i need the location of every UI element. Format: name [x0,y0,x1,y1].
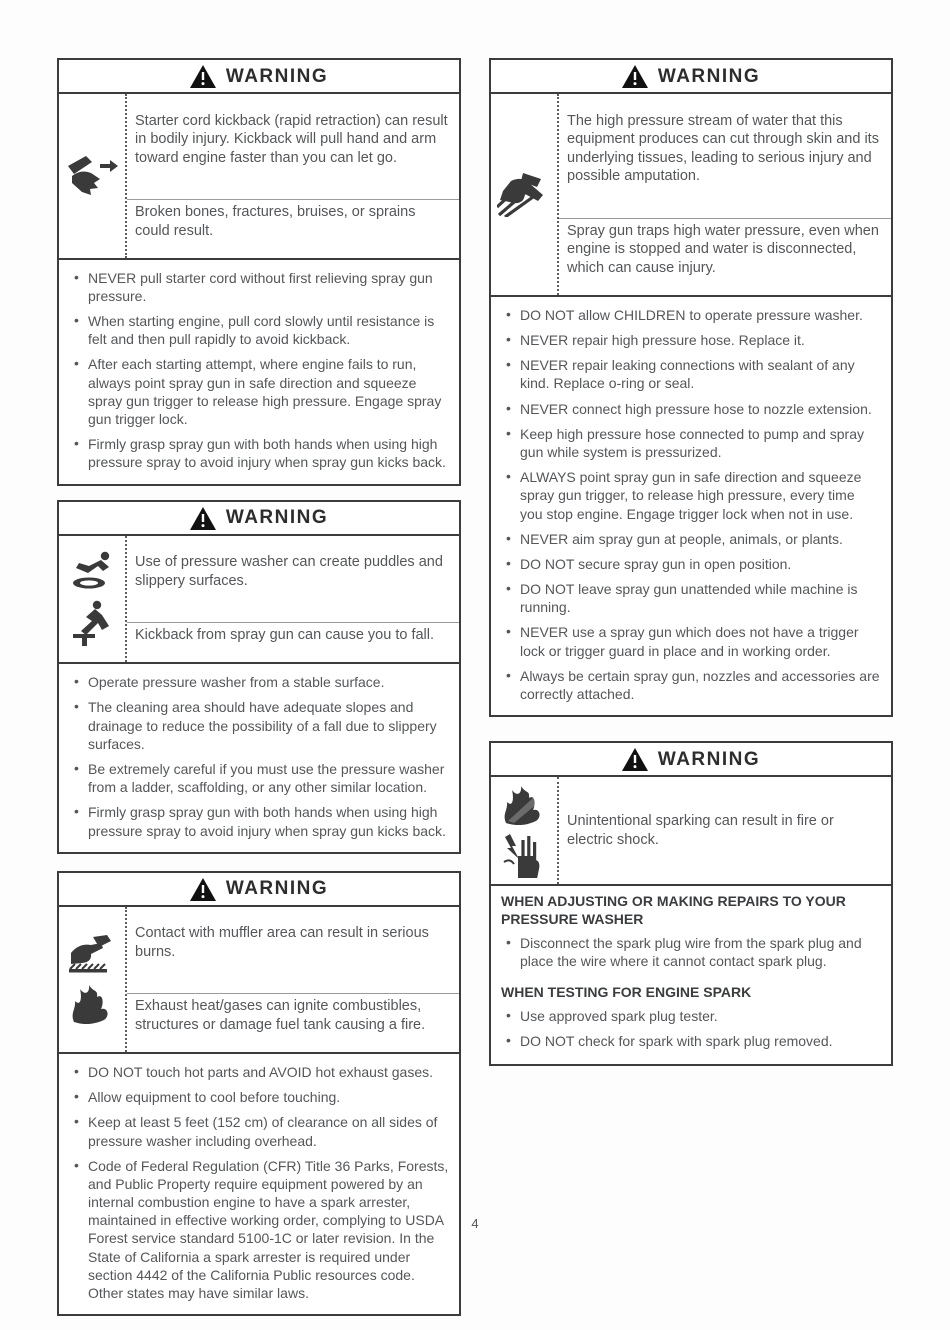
hazard-statement: Use of pressure washer can create puddles and slippery surfaces. [135,554,443,589]
bullet-item: • Allow equipment to cool before touching. [71,1088,449,1106]
bullet-item: • The cleaning area should have adequate slopes and drainage to reduce the possibility of a fall due to slippery surfaces. [71,698,449,753]
repairs-section [491,886,891,976]
hazard-text-cell [559,94,891,295]
hazard-statement: Broken bones, fractures, bruises, or sprains could result. [127,199,459,243]
bullet-item: • After each starting attempt, where engine fails to run, always point spray gun in safe direction and squeeze spray gun trigger to release high pressure. Engage spray gun trigger lock. [71,355,449,428]
bullet-item: • NEVER repair high pressure hose. Replace it. [503,331,881,349]
hazard-text-cell [127,907,459,1052]
bullet-list [491,297,891,715]
water-jet-cutting-hand-icon [497,171,551,217]
bullet-list [491,930,891,976]
hazard-panel [491,94,891,297]
hand-on-hot-surface-icon [67,935,117,975]
slip-on-puddle-icon [69,551,115,593]
bullet-item: • DO NOT leave spray gun unattended while machine is running. [503,580,881,616]
warning-triangle-icon [622,65,648,88]
warning-header [491,743,891,777]
electric-shock-hand-icon [502,832,546,878]
bullet-item: • Be extremely careful if you must use the pressure washer from a ladder, scaffolding, or any other similar location. [71,760,449,796]
bullet-list [59,1054,459,1314]
bullet-item: • Use approved spark plug tester. [503,1007,881,1025]
warning-title: WARNING [225,65,329,87]
bullet-item: • NEVER use a spray gun which does not have a trigger lock or trigger guard in place and in working order. [503,623,881,659]
bullet-item: • Disconnect the spark plug wire from the spark plug and place the wire where it cannot contact spark plug. [503,934,881,970]
hazard-statement: The high pressure stream of water that this equipment produces can cut through skin and its underlying tissues, leading to serious injury and possible amputation. [567,112,879,185]
engine-spark-section [491,977,891,1065]
warning-box-sparking [489,741,893,1066]
warning-triangle-icon [190,878,216,901]
warning-header [491,60,891,94]
warning-triangle-icon [190,507,216,530]
warning-title: WARNING [657,748,761,770]
right-column [489,58,893,1090]
bullet-item: • Operate pressure washer from a stable surface. [71,673,449,691]
warning-title: WARNING [657,65,761,87]
hazard-text-cell [127,536,459,663]
bullet-item: • Keep at least 5 feet (152 cm) of clearance on all sides of pressure washer including overhead. [71,1113,449,1149]
icon-cell [491,777,559,884]
warning-box-slippery [57,500,461,854]
hazard-statement: Starter cord kickback (rapid retraction) can result in bodily injury. Kickback will pull hand and arm toward engine faster than you can let go. [135,112,448,166]
hazard-statement: Exhaust heat/gases can ignite combustibles, structures or damage fuel tank causing a fire. [127,993,459,1037]
bullet-item: • NEVER pull starter cord without first relieving spray gun pressure. [71,269,449,305]
bullet-item: • Firmly grasp spray gun with both hands when using high pressure spray to avoid injury when spray gun kicks back. [71,803,449,839]
bullet-item: • Keep high pressure hose connected to pump and spray gun while system is pressurized. [503,425,881,461]
bullet-item: • Code of Federal Regulation (CFR) Title 36 Parks, Forests, and Public Property require equipment powered by an internal combustion engine to have a spark arrester, maintained in effective working order, complying to USDA Forest service standard 5100-1C or later revision. In the State of California a spark arrester is required under section 4442 of the California Public resources code. Other states may have similar laws. [71,1157,449,1303]
bullet-item: • Firmly grasp spray gun with both hands when using high pressure spray to avoid injury when spray gun kicks back. [71,435,449,471]
warning-triangle-icon [190,65,216,88]
icon-cell [59,536,127,663]
hazard-text-cell [559,777,891,884]
warning-header [59,873,459,907]
fall-from-ledge-icon [69,600,115,646]
hazard-panel [59,94,459,260]
warning-header [59,502,459,536]
fire-icon [500,783,548,825]
starter-cord-kickback-hand-icon [66,154,118,198]
section-heading: WHEN ADJUSTING OR MAKING REPAIRS TO YOUR PRESSURE WASHER [501,893,846,927]
hazard-statement: Spray gun traps high water pressure, even when engine is stopped and water is disconnected, which can cause injury. [559,218,891,281]
page-number: 4 [471,1216,479,1231]
icon-cell [59,94,127,258]
bullet-list [59,664,459,852]
hazard-statement: Unintentional sparking can result in fire or electric shock. [567,813,834,848]
bullet-item: • DO NOT check for spark with spark plug removed. [503,1032,881,1050]
bullet-item: • NEVER repair leaking connections with sealant of any kind. Replace o-ring or seal. [503,356,881,392]
hazard-panel [59,536,459,665]
icon-cell [59,907,127,1052]
bullet-item: • When starting engine, pull cord slowly until resistance is felt and then pull rapidly to avoid kickback. [71,312,449,348]
hazard-text-cell [127,94,459,258]
warning-title: WARNING [225,507,329,529]
flames-icon [68,982,116,1024]
bullet-list [59,260,459,484]
warning-header [59,60,459,94]
bullet-item: • NEVER connect high pressure hose to nozzle extension. [503,400,881,418]
icon-cell [491,94,559,295]
bullet-item: • ALWAYS point spray gun in safe direction and squeeze spray gun trigger, to release high pressure, every time you stop engine. Engage trigger lock when not in use. [503,468,881,523]
bullet-item: • DO NOT secure spray gun in open position. [503,555,881,573]
bullet-item: • DO NOT allow CHILDREN to operate pressure washer. [503,306,881,324]
bullet-item: • NEVER aim spray gun at people, animals, or plants. [503,530,881,548]
hazard-statement: Kickback from spray gun can cause you to fall. [127,622,459,648]
warning-box-kickback [57,58,461,486]
section-heading: WHEN TESTING FOR ENGINE SPARK [501,983,752,1000]
bullet-item: • Always be certain spray gun, nozzles and accessories are correctly attached. [503,667,881,703]
hazard-panel [491,777,891,886]
bullet-item: • DO NOT touch hot parts and AVOID hot exhaust gases. [71,1063,449,1081]
hazard-panel [59,907,459,1054]
hazard-statement: Contact with muffler area can result in serious burns. [135,925,429,960]
warning-box-burns [57,871,461,1316]
warning-title: WARNING [225,878,329,900]
left-column [57,58,461,1330]
warning-triangle-icon [622,748,648,771]
warning-box-water-jet [489,58,893,717]
bullet-list [491,1003,891,1064]
